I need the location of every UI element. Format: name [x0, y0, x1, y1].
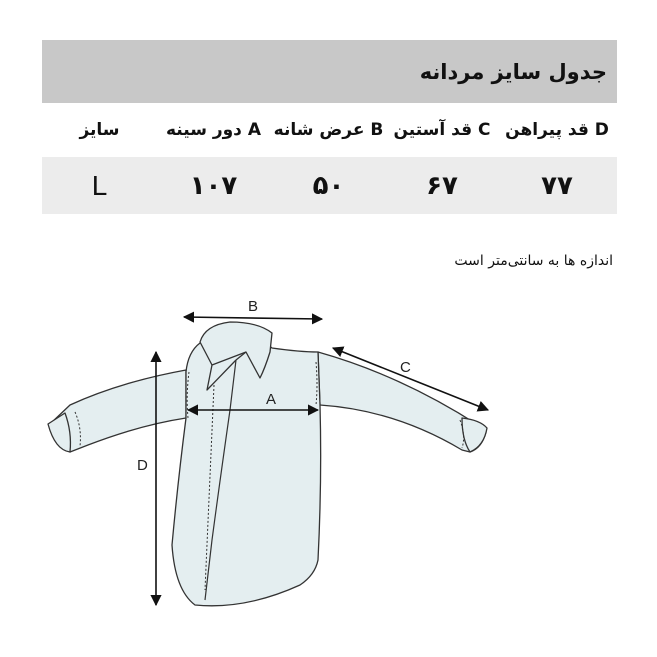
shirt-illustration	[48, 322, 487, 606]
header-sleeve-length: C قد آستین	[393, 120, 491, 140]
label-a: A	[266, 391, 277, 408]
label-d: D	[137, 457, 148, 474]
header-size: سایز	[79, 120, 120, 140]
units-note: اندازه ها به سانتی‌متر است	[454, 253, 613, 269]
label-c: C	[400, 359, 411, 376]
value-chest: ۱۰۷	[189, 170, 238, 201]
left-cuff	[48, 413, 70, 452]
header-shoulder-width: B عرض شانه	[273, 120, 384, 140]
value-size: L	[91, 169, 108, 201]
shirt-body	[172, 340, 321, 606]
value-sleeve-length: ۶۷	[426, 170, 458, 201]
value-shirt-length: ۷۷	[541, 170, 573, 201]
value-shoulder-width: ۵۰	[312, 170, 345, 201]
label-b: B	[248, 298, 259, 315]
measure-arrow-b	[184, 317, 322, 319]
header-shirt-length: D قد پیراهن	[505, 120, 609, 140]
size-table-title: جدول سایز مردانه	[419, 59, 607, 84]
header-chest: A دور سینه	[166, 120, 261, 140]
